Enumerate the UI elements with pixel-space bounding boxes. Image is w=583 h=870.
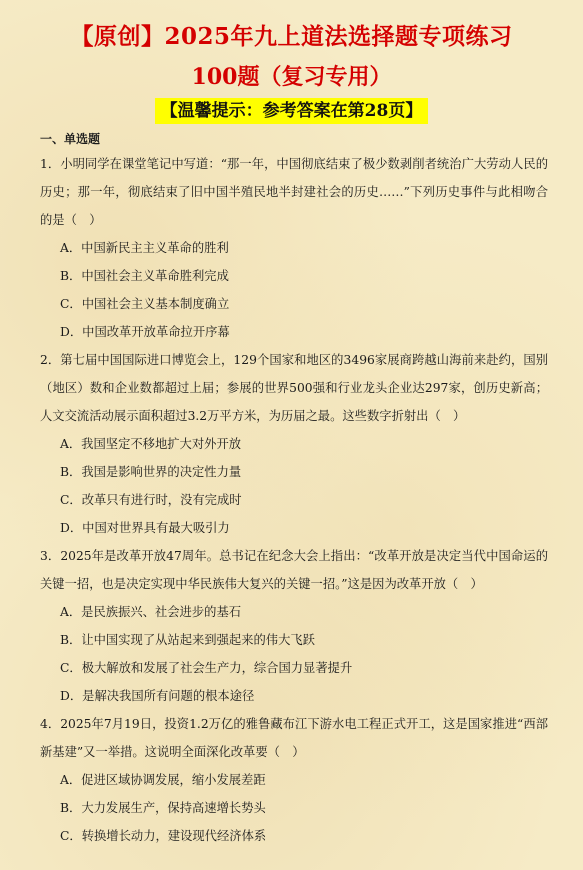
question-1	[40, 150, 548, 346]
question-stem: 3．2025年是改革开放47周年。总书记在纪念大会上指出：“改革开放是决定当代中国命运的关键一招，也是决定实现中华民族伟大复兴的关键一招。”这是因为改革开放（ ）	[40, 549, 548, 591]
option-d: D．中国改革开放革命拉开序幕	[60, 325, 230, 339]
option-b: B．大力发展生产，保持高速增长势头	[60, 801, 266, 815]
question-list	[40, 150, 548, 850]
option-c: C．转换增长动力，建设现代经济体系	[60, 829, 267, 843]
option-c: C．中国社会主义基本制度确立	[60, 297, 230, 311]
option-b: B．中国社会主义革命胜利完成	[60, 269, 229, 283]
option-d: D．中国对世界具有最大吸引力	[60, 521, 230, 535]
tip-banner	[0, 98, 583, 124]
document-subtitle: 100题（复习专用）	[191, 64, 392, 90]
option-b: B．让中国实现了从站起来到强起来的伟大飞跃	[60, 633, 315, 647]
question-stem: 4．2025年7月19日，投资1.2万亿的雅鲁藏布江下游水电工程正式开工，这是国家推进“西部新基建”又一举措。这说明全面深化改革要（ ）	[40, 717, 548, 759]
question-stem: 1．小明同学在课堂笔记中写道：“那一年，中国彻底结束了极少数剥削者统治广大劳动人民的历史；那一年，彻底结束了旧中国半殖民地半封建社会的历史……”下列历史事件与此相吻合的是（ ）	[40, 157, 548, 227]
option-a: A．是民族振兴、社会进步的基石	[60, 605, 242, 619]
document-title: 【原创】2025年九上道法选择题专项练习	[70, 23, 513, 50]
question-stem: 2．第七届中国国际进口博览会上，129个国家和地区的3496家展商跨越山海前来赴约，国别（地区）数和企业数都超过上届；参展的世界500强和行业龙头企业达297家，创历史新高；人文交流活动展示面积超过3.2万平方米，为历届之最。这些数字折射出（ ）	[40, 353, 548, 423]
option-a: A．促进区域协调发展，缩小发展差距	[60, 773, 266, 787]
question-4	[40, 710, 548, 850]
option-d: D．是解决我国所有问题的根本途径	[60, 689, 255, 703]
option-c: C．极大解放和发展了社会生产力，综合国力显著提升	[60, 661, 353, 675]
option-a: A．中国新民主主义革命的胜利	[60, 241, 229, 255]
section-title: 一、单选题	[40, 132, 101, 146]
answer-tip: 【温馨提示：参考答案在第28页】	[155, 98, 429, 124]
question-2	[40, 346, 548, 542]
option-b: B．我国是影响世界的决定性力量	[60, 465, 242, 479]
option-a: A．我国坚定不移地扩大对外开放	[60, 437, 242, 451]
option-c: C．改革只有进行时，没有完成时	[60, 493, 242, 507]
question-3	[40, 542, 548, 710]
